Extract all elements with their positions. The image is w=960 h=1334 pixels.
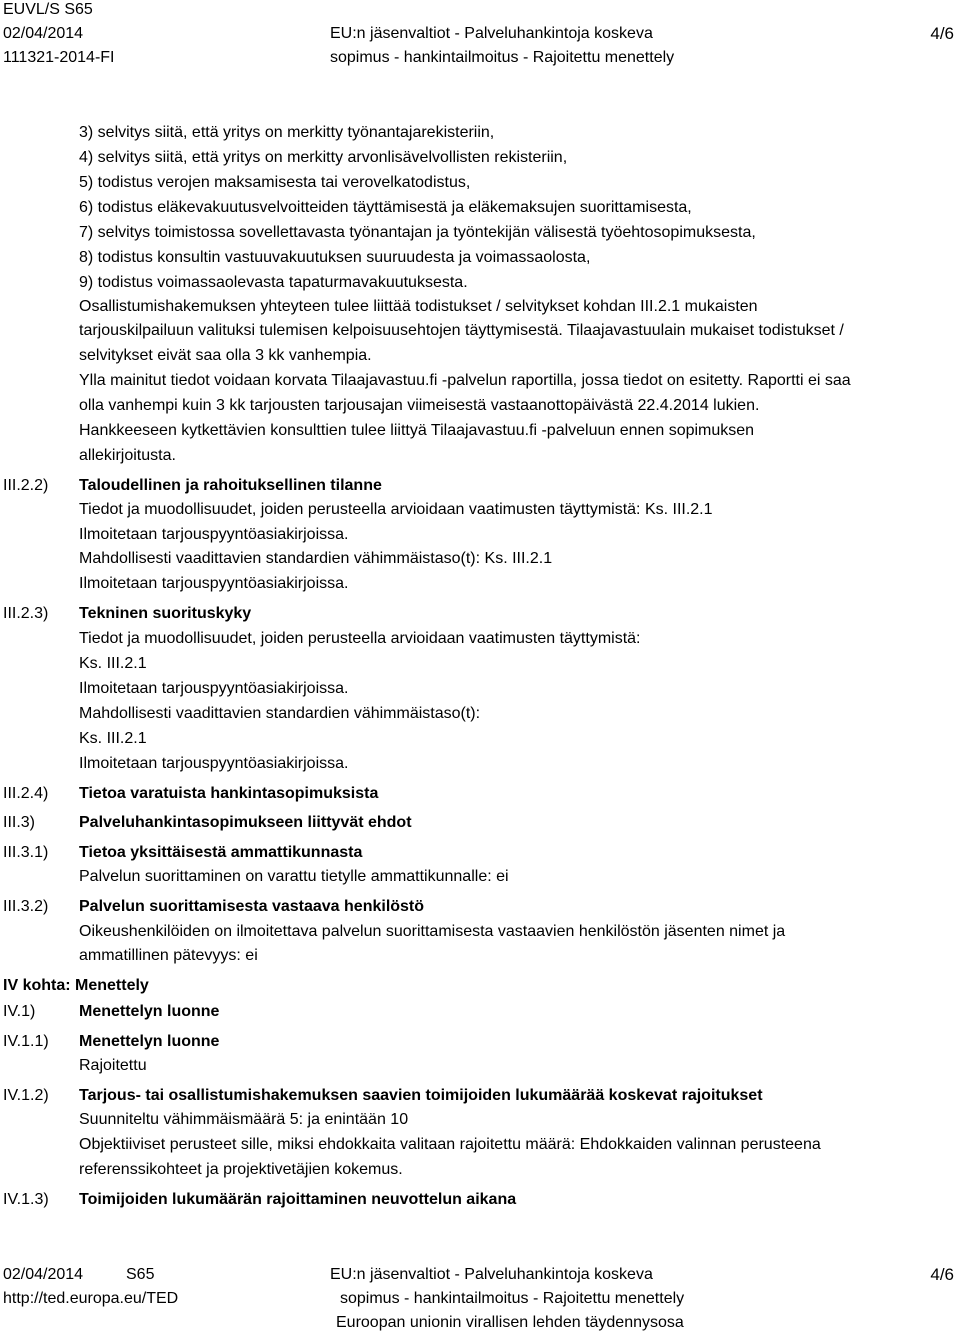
section-text: referenssikohteet ja projektivetäjien kokemus. [79, 1161, 403, 1178]
notice-number: 111321-2014-FI [3, 49, 115, 66]
header-title-line1: EU:n jäsenvaltiot - Palveluhankintoja koskeva [330, 25, 653, 42]
section-number: IV.1.2) [3, 1087, 49, 1104]
list-item: 6) todistus eläkevakuutusvelvoitteiden täyttämisestä ja eläkemaksujen suorittamisesta, [79, 199, 692, 216]
footer-title-line1: EU:n jäsenvaltiot - Palveluhankintoja koskeva [330, 1266, 653, 1283]
section-title: Menettelyn luonne [79, 1033, 220, 1050]
list-item: 4) selvitys siitä, että yritys on merkitty arvonlisävelvollisten rekisteriin, [79, 149, 568, 166]
section-title: Tietoa yksittäisestä ammattikunnasta [79, 844, 363, 861]
list-item: 8) todistus konsultin vastuuvakuutuksen suuruudesta ja voimassaolosta, [79, 249, 591, 266]
section-title: Tarjous- tai osallistumishakemuksen saavien toimijoiden lukumäärää koskevat rajoitukset [79, 1087, 763, 1104]
section-number: III.2.2) [3, 477, 49, 494]
section-title: Tietoa varatuista hankintasopimuksista [79, 785, 379, 802]
section-number: III.3.1) [3, 844, 49, 861]
footer-date: 02/04/2014 [3, 1266, 84, 1283]
section-text: Rajoitettu [79, 1057, 147, 1074]
section-text: Tiedot ja muodollisuudet, joiden perusteella arvioidaan vaatimusten täyttymistä: Ks. III.2.1 [79, 501, 713, 518]
section-title: Palveluhankintasopimukseen liittyvät ehdot [79, 814, 412, 831]
footer-journal-name: Euroopan unionin virallisen lehden täydennysosa [336, 1314, 684, 1331]
paragraph-line: selvitykset eivät saa olla 3 kk vanhempia. [79, 347, 372, 364]
footer-title-line2: sopimus - hankintailmoitus - Rajoitettu menettely [340, 1290, 685, 1307]
section-text: Ks. III.2.1 [79, 655, 147, 672]
section-text: Ilmoitetaan tarjouspyyntöasiakirjoissa. [79, 526, 349, 543]
section-number: IV.1.3) [3, 1191, 49, 1208]
list-item: 5) todistus verojen maksamisesta tai verovelkatodistus, [79, 174, 471, 191]
paragraph-line: Osallistumishakemuksen yhteyteen tulee liittää todistukset / selvitykset kohdan III.2.1 mukaisten [79, 298, 758, 315]
section-text: Palvelun suorittaminen on varattu tietylle ammattikunnalle: ei [79, 868, 509, 885]
section-title: Palvelun suorittamisesta vastaava henkilöstö [79, 898, 425, 915]
section-number: IV.1.1) [3, 1033, 49, 1050]
section-text: Tiedot ja muodollisuudet, joiden perusteella arvioidaan vaatimusten täyttymistä: [79, 630, 641, 647]
paragraph-line: allekirjoitusta. [79, 447, 176, 464]
section-text: Ilmoitetaan tarjouspyyntöasiakirjoissa. [79, 755, 349, 772]
list-item: 7) selvitys toimistossa sovellettavasta työnantajan ja työntekijän välisestä työehtosopimuksesta, [79, 224, 756, 241]
footer-series: S65 [126, 1266, 155, 1283]
footer-link[interactable]: http://ted.europa.eu/TED [3, 1290, 179, 1307]
section-text: Ilmoitetaan tarjouspyyntöasiakirjoissa. [79, 680, 349, 697]
section-text: Mahdollisesti vaadittavien standardien vähimmäistaso(t): Ks. III.2.1 [79, 550, 553, 567]
list-item: 3) selvitys siitä, että yritys on merkitty työnantajarekisteriin, [79, 124, 495, 141]
paragraph-line: tarjouskilpailuun valituksi tulemisen kelpoisuusehtojen täyttymisestä. Tilaajavastuulain mukaiset todistukset / [79, 322, 844, 339]
section-text: Ks. III.2.1 [79, 730, 147, 747]
paragraph-line: Hankkeeseen kytkettävien konsulttien tulee liittyä Tilaajavastuu.fi -palveluun ennen sopimuksen [79, 422, 755, 439]
section-number: III.3.2) [3, 898, 49, 915]
section-text: ammatillinen pätevyys: ei [79, 947, 258, 964]
paragraph-line: olla vanhempi kuin 3 kk tarjousten tarjousajan viimeisestä vastaanottopäivästä 22.4.2014 lukien. [79, 397, 760, 414]
section-title: Tekninen suorituskyky [79, 605, 252, 622]
section-title: Toimijoiden lukumäärän rajoittaminen neuvottelun aikana [79, 1191, 517, 1208]
footer-page-number: 4/6 [930, 1265, 954, 1284]
header-page-number: 4/6 [930, 24, 954, 43]
section-title: Taloudellinen ja rahoituksellinen tilanne [79, 477, 382, 494]
section-text: Suunniteltu vähimmäismäärä 5: ja enintään 10 [79, 1111, 409, 1128]
section-text: Ilmoitetaan tarjouspyyntöasiakirjoissa. [79, 575, 349, 592]
section-text: Objektiiviset perusteet sille, miksi ehdokkaita valitaan rajoitettu määrä: Ehdokkaiden valinnan perusteena [79, 1136, 821, 1153]
list-item: 9) todistus voimassaolevasta tapaturmavakuutuksesta. [79, 274, 468, 291]
section-number: III.2.3) [3, 605, 49, 622]
header-title-line2: sopimus - hankintailmoitus - Rajoitettu menettely [330, 49, 675, 66]
section-number: III.2.4) [3, 785, 49, 802]
part-iv-heading: IV kohta: Menettely [3, 977, 149, 994]
section-text: Mahdollisesti vaadittavien standardien vähimmäistaso(t): [79, 705, 481, 722]
section-number: IV.1) [3, 1003, 36, 1020]
journal-ref: EUVL/S S65 [3, 1, 93, 18]
section-text: Oikeushenkilöiden on ilmoitettava palvelun suorittamisesta vastaavien henkilöstön jäsenten nimet ja [79, 923, 786, 940]
section-number: III.3) [3, 814, 36, 831]
paragraph-line: Ylla mainitut tiedot voidaan korvata Tilaajavastuu.fi -palvelun raportilla, jossa tiedot on esitetty. Raportti ei saa [79, 372, 851, 389]
header-date: 02/04/2014 [3, 25, 84, 42]
section-title: Menettelyn luonne [79, 1003, 220, 1020]
